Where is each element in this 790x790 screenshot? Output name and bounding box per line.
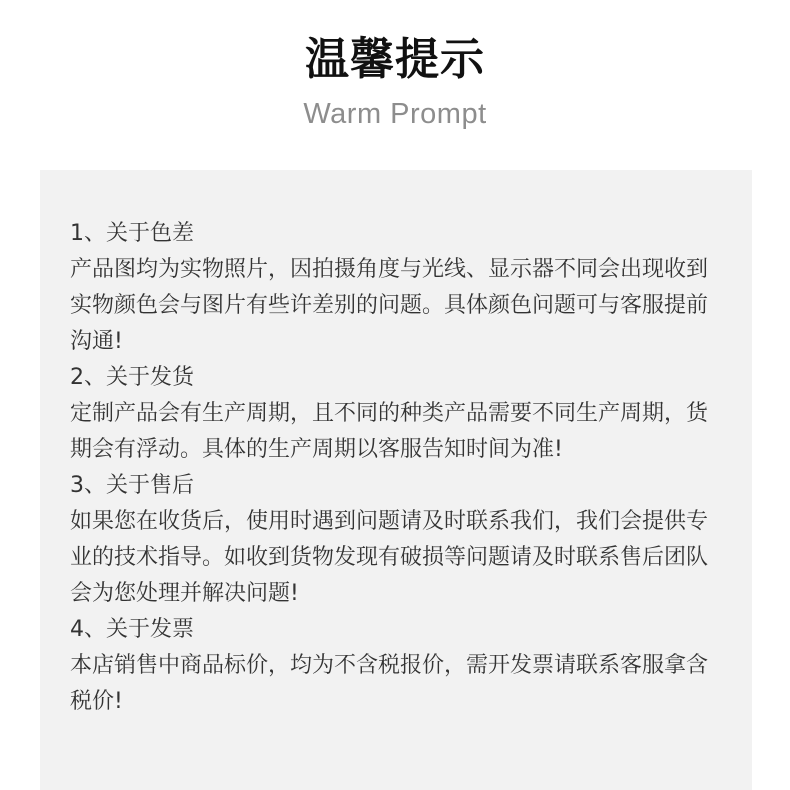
- page-title: 温馨提示: [305, 34, 485, 85]
- notice-body: 产品图均为实物照片，因拍摄角度与光线、显示器不同会出现收到实物颜色会与图片有些许差别的问题。具体颜色问题可与客服提前沟通!: [70, 257, 709, 354]
- notice-heading: 3、关于售后: [70, 473, 194, 498]
- notice-body: 本店销售中商品标价，均为不含税报价，需开发票请联系客服拿含税价!: [70, 653, 709, 714]
- page-subtitle: Warm Prompt: [303, 98, 487, 130]
- notice-panel: [40, 170, 752, 790]
- header: [0, 0, 790, 170]
- notice-heading: 1、关于色差: [70, 221, 194, 246]
- notice-list: [70, 216, 710, 720]
- notice-item-after-sales: [70, 468, 710, 612]
- notice-body: 如果您在收货后，使用时遇到问题请及时联系我们，我们会提供专业的技术指导。如收到货物发现有破损等问题请及时联系售后团队会为您处理并解决问题!: [70, 509, 709, 606]
- notice-heading: 4、关于发票: [70, 617, 194, 642]
- notice-body: 定制产品会有生产周期，且不同的种类产品需要不同生产周期，货期会有浮动。具体的生产周期以客服告知时间为准!: [70, 401, 709, 462]
- notice-item-invoice: [70, 612, 710, 720]
- notice-item-shipping: [70, 360, 710, 468]
- notice-item-color-difference: [70, 216, 710, 360]
- notice-heading: 2、关于发货: [70, 365, 194, 390]
